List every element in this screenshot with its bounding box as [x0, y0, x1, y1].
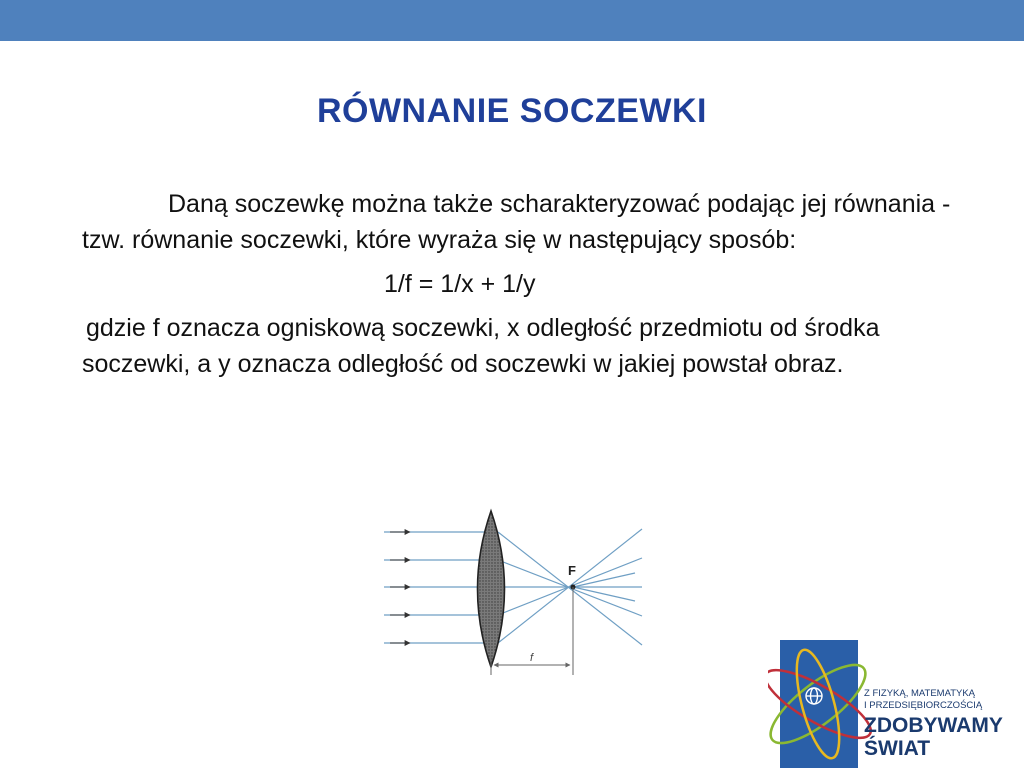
paragraph-explanation: gdzie f oznacza ogniskową soczewki, x odległość przedmiotu od środka soczewki, a y oznacza odległość od soczewki w jakiej powstał obraz. — [82, 314, 880, 378]
converging-rays — [498, 529, 642, 645]
slide-title: RÓWNANIE SOCZEWKI — [316, 92, 708, 130]
slide-body — [82, 186, 962, 382]
logo-line4: ŚWIAT — [864, 737, 931, 760]
lens-diagram — [380, 505, 650, 675]
focal-length-label: f — [530, 652, 534, 664]
project-logo — [768, 622, 1024, 768]
logo-line1: Z FIZYKĄ, MATEMATYKĄ — [864, 688, 976, 699]
logo-line2: I PRZEDSIĘBIORCZOŚCIĄ — [864, 700, 983, 711]
top-bar — [0, 0, 1024, 41]
focus-label: F — [568, 563, 576, 578]
lens-formula: 1/f = 1/x + 1/y — [384, 270, 536, 298]
ray-arrows — [390, 532, 410, 643]
paragraph-intro: Daną soczewkę można także scharakteryzować podając jej równania - tzw. równanie soczewki, które wyraża się w następujący sposób: — [82, 190, 951, 254]
logo-line3: ZDOBYWAMY — [864, 714, 1003, 737]
